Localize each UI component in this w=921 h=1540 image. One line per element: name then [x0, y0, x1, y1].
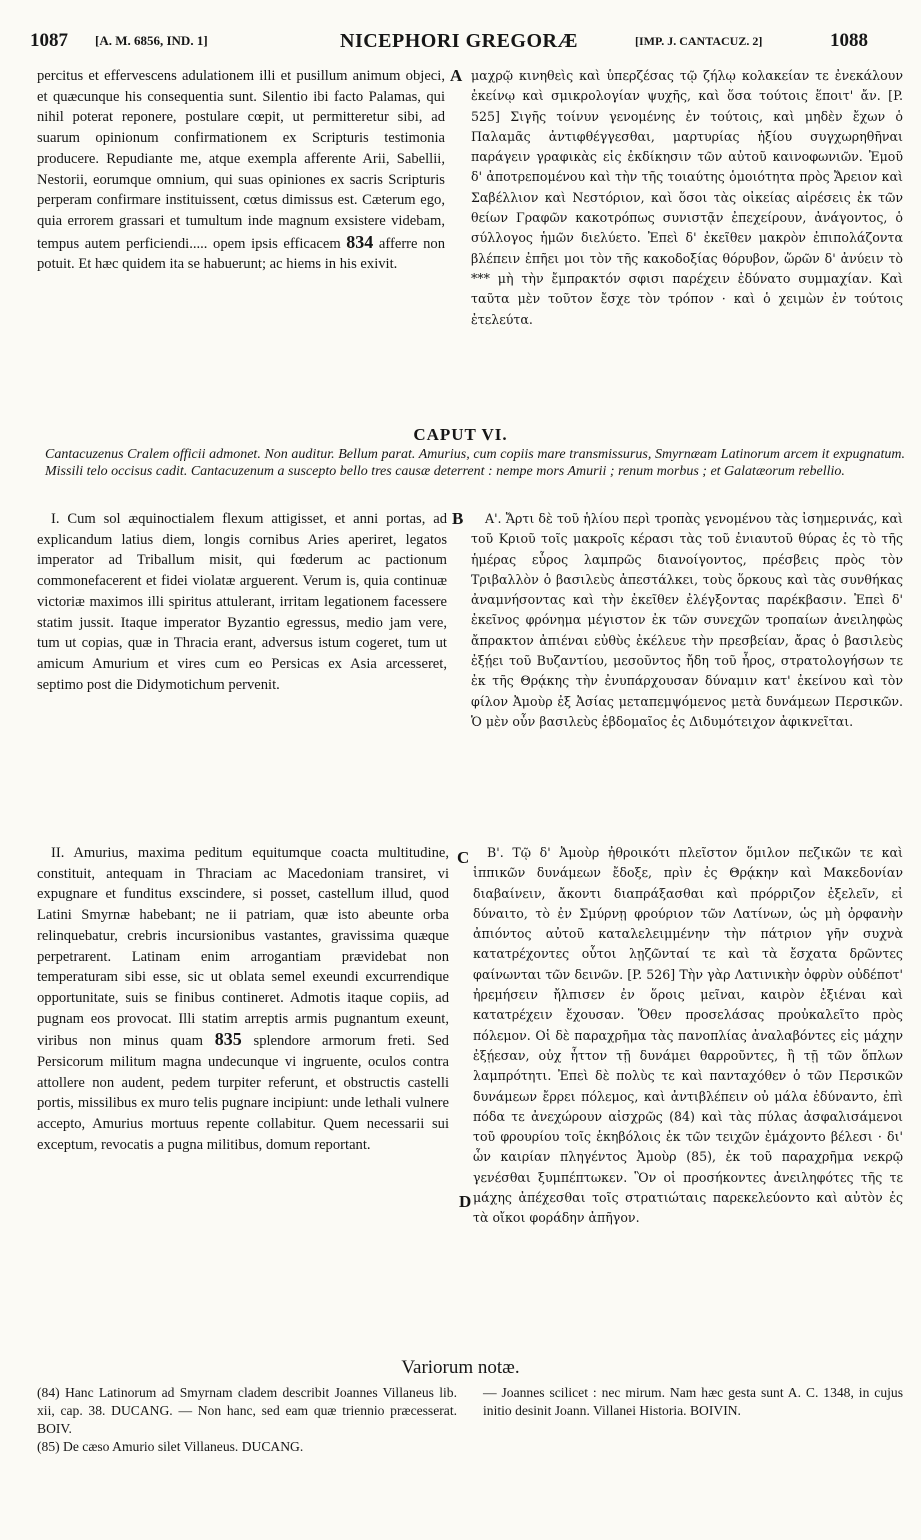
latin-text-end: splendore armorum freti. Sed Persicorum militum magna undecunque vi ingruente, oculos contra attollere non audent, pedem turpiter referunt, et obstructis castelli portis, missilibus ex muro telis pugnare incipiunt: unde lethali vulnere accepto, Amurius mortuus repente collabitur. Quem necessarii sui exceptum, revocatis a pugna militibus, domum reportant. [37, 1033, 449, 1153]
note-84-reply: — Non hanc, sed eam quæ triennio præcesserat. [178, 1403, 457, 1418]
notes-left [37, 1384, 457, 1456]
latin-column-2 [37, 509, 447, 695]
margin-marker-b: B [452, 509, 464, 528]
greek-text: Α'. Ἄρτι δὲ τοῦ ἡλίου περὶ τροπὰς γενομένου τὰς ἰσημερινάς, καὶ τοῦ Κριοῦ τοῖς μακροῖς κέρασι τὰς τοῦ ἐνιαυτοῦ θύρας ἐς τὸ τῆς ἡμέρας εὖρος λαμπρῶς διανοίγοντος, πρέσβεις πρὸς τὸν Τριβαλλὸν ὁ βασιλεὺς ἀπεστάλκει, τοὺς ὅρκους καὶ τὰς συνθήκας ἀναμνήσοντας καὶ τὴν ἐκεῖθεν ἐλέγξοντας παρέκβασιν. Ἐπεὶ δ' ἐκεῖνος φρόνημα μέγιστον ἐκ τῶν συνεχῶν τροπαίων ἀνειληφὼς ἄπρακτον ἀπιέναι εὐθὺς ἐκέλευε τὴν πρεσβείαν, ἄρας ὁ βασιλεὺς ἐξῄει τοῦ Βυζαντίου, μεσοῦντος ἤδη τοῦ ἦρος, στρατολογήσων τε ἐκ τῆς Θρᾴκης τὴν ἐνυπάρχουσαν δύναμιν κατ' ἐκείνου καὶ τὸν φίλον Ἀμοὺρ ἐξ Ἀσίας μεταπεμψόμενος μετὰ δυνάμεων Περσικῶν. Ὁ μὲν οὖν βασιλεὺς ἑβδομαῖος ἐς Διδυμότειχον ἀφικνεῖται. [471, 511, 903, 729]
latin-column-1 [37, 66, 445, 275]
note-author: DUCANG. [241, 1439, 304, 1454]
latin-text-end: afferre non potuit. Et hæc quidem ita se habuerunt; ac hiems in his exivit. [37, 235, 446, 273]
notes-heading: Variorum notæ. [401, 1357, 520, 1378]
margin-marker-d: D [459, 1192, 472, 1211]
page-number-right: 1088 [830, 30, 868, 51]
greek-column-2 [471, 509, 903, 732]
chapter-heading: CAPUT VI. [413, 425, 508, 444]
column-number: 835 [214, 1029, 242, 1050]
latin-text: II. Amurius, maxima peditum equitumque coacta multitudine, constituit, antequam in Thraciam ac Macedoniam transiret, vi expugnare et funditus exscindere, si posset, castellum illud, quod Latini Smyrnæ habebant; ne ii patriam, quæ isto abeunte orba relinquebatur, crebris incursionibus vastantes, gravissima quæque perpetrarent. Latinam enim arrogantiam prævidebat non temperaturam sibi esse, sic ut oblata semel exeundi excurrendique opportunitate, suis se finibus contineret. Admotis itaque copiis, ad pugnam eos provocat. Illi statim arreptis armis pugnantum exeunt, viribus non minus quam [37, 845, 449, 1050]
greek-text: μαχρῷ κινηθεὶς καὶ ὑπερζέσας τῷ ζήλῳ κολακείαν τε ἐνεκάλουν ἐκείνῳ καὶ σμικρολογίαν ψυχῆς, καὶ ὅσα τούτοις ἕποιτ' ἄν. [P. 525] Σιγῆς τοίνυν γενομένης ἐν τούτοις, καὶ μηδὲν ἔχων ὁ Παλαμᾶς ἀντιφθέγγεσθαι, μαρτυρίας ἠξίου συγχωρηθῆναι παράγειν γραφικὰς εἰς ἐκδίκησιν τῶν αὐτοῦ καινοφωνιῶν. Ἐμοῦ δ' ἀποτρεπομένου καὶ τὴν τῆς τοιαύτης ὁμοιότητα πρὸς Ἄρειον καὶ Σαβέλλιον καὶ Νεστόριον, καὶ ὅσοι τὰς οἰκείας αἱρέσεις ἐκ τῶν θείων Γραφῶν κακοτρόπως συνιστᾷν ἐπεχείρουν, ἀνάγοντος, ὁ σύλλογος ἡμῶν διελύετο. Ἐπεὶ δ' ἐκεῖθεν μακρὸν ἐπιπολάζοντα βλέπειν ἐπῆει μοι τὸν τῆς κακοδοξίας θόρυβον, ὥρῶν δ' ἀνύειν τὸ *** μὴ τὴν ἔμπρακτόν σφισι παρέχειν ἐδύνατο συμμαχίαν. Καὶ ταῦτα μὲν τοῦτον ἔσχε τὸν τρόπον · καὶ ὁ χειμὼν ἐν τούτοις ἐτελεύτα. [471, 68, 903, 327]
margin-marker-a: A [450, 66, 463, 85]
greek-column-3 [473, 843, 903, 1229]
latin-text: percitus et effervescens adulationem illi et pusillum animum objeci, et quæcunque his consequentia sunt. Silentio ibi facto Palamas, qui nihil poterat reponere, postulare cœpit, ut permitteretur sibi, ad suarum opinionum confirmationem ex Scripturis testimonia producere. Repudiante me, atque exempla afferente Arii, Sabellii, Nestorii, eorumque omnium, qui suas opiniones ex sacris Scripturis perperam confirmare instituissent, cœtus dimissus est. Cæterum ego, quia errorem grassari et tumultum inde magnum exsistere videbam, tempus autem perficiendi..... opem ipsis efficacem [37, 68, 445, 252]
notes-right [483, 1384, 903, 1420]
page-number-left: 1087 [30, 30, 68, 51]
latin-text: I. Cum sol æquinoctialem flexum attigisset, et anni portas, ad explicandum latius diem, longis cornibus Aries aperiret, legatos imperator ad Triballum misit, qui fœderum ac pactionum commonefacerent et fidei violatæ arguerent. Verum is, quia continuæ victoriæ maximos illi spiritus attulerant, irritam legationem facessere statim jussit. Itaque imperator Byzantio egressus, medio jam vere, tum ut copias, quæ in Thracia erant, adversus istum cogeret, tum ut amicum Amurium et vires cum eo Persicas ex Asia arcesseret, septimo post die Didymotichum pervenit. [37, 511, 447, 693]
note-author: DUCANG. [111, 1403, 173, 1418]
note-author: BOIVIN. [689, 1403, 741, 1418]
note-85: (85) De cæso Amurio silet Villaneus. [37, 1439, 239, 1454]
note-author: BOIV. [37, 1421, 72, 1436]
note-84: (84) Hanc Latinorum ad Smyrnam cladem describit Joannes Villaneus lib. xii, cap. 38. [37, 1385, 457, 1418]
margin-marker-c: C [457, 848, 470, 867]
column-number: 834 [346, 231, 374, 252]
greek-text: Β'. Τῷ δ' Ἀμοὺρ ἠθροικότι πλεῖστον ὅμιλον πεζικῶν τε καὶ ἱππικῶν δυνάμεων ἔδοξε, πρὶν ἐς Θρᾴκην καὶ Μακεδονίαν διαβαίνειν, ἄκοντι διαπράξασθαι καὶ πρόρριζον ἐξελεῖν, εἰ δύναιτο, τὸ ἐν Σμύρνῃ φρούριον τῶν Λατίνων, ὡς μὴ ὀρφανὴν ἀπιόντος αὐτοῦ καταλελειμμένην τὴν πάτριον γῆν συχνὰ κατατρέχοντες οὗτοι λῃζῶνταί τε καὶ τὰ ἔσχατα δρῶντες φαίνωνται τῶν δεινῶν. [P. 526] Τὴν γὰρ Λατινικὴν ὀφρὺν οὐδέποτ' ἠρεμήσειν ἤλπισεν ἐν ὅροις μεῖναι, καιρὸν ἐξιέναι καὶ κατατρέχειν ἔχουσαν. Ὅθεν προσελάσας προὐκαλεῖτο πρὸς πόλεμον. Οἱ δὲ παραχρῆμα τὰς πανοπλίας ἀναλαβόντες εἰς μάχην ἐξῄεσαν, οὐχ ἧττον τῇ δυνάμει θαρροῦντες, ἢ τῇ τῶν ὅπλων λαμπρότητι. Ἐπεὶ δὲ πολὺς τε καὶ πανταχόθεν ὁ τῶν Περσικῶν δυνάμεων ἔρρει πόλεμος, καὶ ἀντιβλέπειν οὐ μάλα ἐδύναντο, ἐπὶ πόδα τε ἀνεχώρουν αἰσχρῶς (84) καὶ τὰς πύλας ἀσφαλισάμενοι τοῦ φρουρίου τοῖς ἑκηβόλοις ἐκ τῶν τειχῶν ἐμάχοντο βέλεσι · δι' ὧν καιρίαν πληγέντος Ἀμοὺρ (85), ἐκ τοῦ παραχρῆμα νεκρῷ γενέσθαι ξυμπέπτωκεν. Ὃν οἱ προσήκοντες ἀνειληφότες τῆς τε μάχης ἀπέχεσθαι τοῖς στρατιώταις παρεκελεύοντο καὶ αὐτὸν ἐς τὰ οἴκοι φοράδην ἀπῆγον. [473, 845, 903, 1226]
latin-column-3 [37, 843, 449, 1156]
greek-column-1 [471, 66, 903, 330]
header-year-left: [A. M. 6856, IND. 1] [95, 33, 208, 48]
chapter-summary: Cantacuzenus Cralem officii admonet. Non auditur. Bellum parat. Amurius, cum copiis mare transmissurus, Smyrnæam Latinorum arcem it expugnatum. Missili telo occisus cadit. Cantacuzenum a suscepto bello tres causæ deterrent : nempe mors Amurii ; renum morbus ; et Galatæorum rebellio. [45, 447, 905, 479]
header-emperor-right: [IMP. J. CANTACUZ. 2] [635, 34, 763, 48]
note-continuation: — Joannes scilicet : nec mirum. Nam hæc gesta sunt A. C. 1348, in cujus initio desinit Joann. Villanei Historia. [483, 1385, 903, 1418]
running-header [30, 30, 890, 60]
header-title: NICEPHORI GREGORÆ [340, 30, 578, 52]
